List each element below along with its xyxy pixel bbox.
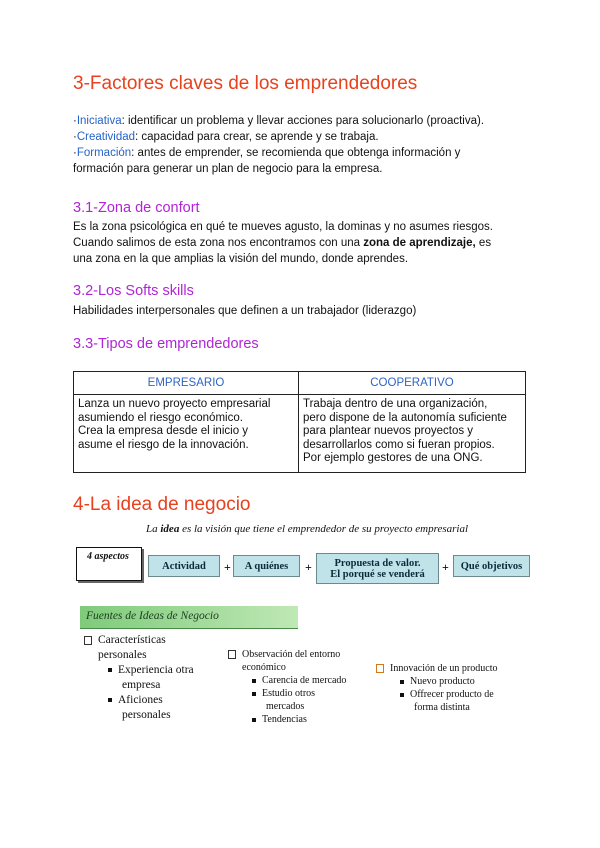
key-factors-list: [73, 113, 484, 177]
list-item: Carencia de mercado: [228, 674, 346, 687]
subsection-3-2-title: 3.2-Los Softs skills: [73, 283, 194, 299]
list-item: Tendencias: [228, 713, 346, 726]
box-que-objetivos: Qué objetivos: [453, 555, 530, 577]
subsection-3-1-title: 3.1-Zona de confort: [73, 200, 200, 216]
plus-sign: +: [442, 560, 449, 574]
idea-caption: La idea es la visión que tiene el emprendedor de su proyecto empresarial: [146, 523, 469, 535]
table-header-empresario: EMPRESARIO: [74, 372, 299, 395]
list-item-iniciativa: ·Iniciativa: identificar un problema y llevar acciones para solucionarlo (proactiva).: [73, 115, 485, 127]
keyword-iniciativa: Iniciativa: [76, 115, 122, 127]
checkbox-square-icon: [84, 636, 92, 645]
sources-banner: Fuentes de Ideas de Negocio: [80, 606, 298, 629]
bullet-icon: [252, 692, 256, 696]
bullet-icon: [108, 668, 112, 672]
zona-aprendizaje-bold: zona de aprendizaje,: [363, 237, 476, 249]
keyword-formacion: Formación: [76, 147, 132, 159]
section-3-title: 3-Factores claves de los emprendedores: [73, 73, 418, 94]
zona-confort-text: Es la zona psicológica en qué te mueves agusto, la dominas y no asumes riesgos. Cuando salimos de esta zona nos encontramos con una zona de aprendizaje, es una zona en la que amplias la visión del mundo, donde aprendes.: [73, 221, 493, 265]
list-item: Estudio otros: [228, 687, 346, 700]
section-4-title: 4-La idea de negocio: [73, 494, 251, 515]
checkbox-square-icon: [228, 650, 236, 659]
source-col-personal: Características personales Experiencia otra empresa Aficiones personales: [84, 633, 194, 723]
bullet-icon: [108, 698, 112, 702]
plus-sign: +: [224, 560, 231, 574]
keyword-creatividad: Creatividad: [76, 131, 136, 143]
entrepreneur-types-table: [73, 371, 526, 473]
box-actividad: Actividad: [148, 555, 220, 577]
bullet-icon: [400, 693, 404, 697]
list-item: Nuevo producto: [376, 675, 497, 688]
bullet-icon: [400, 680, 404, 684]
table-cell-empresario: Lanza un nuevo proyecto empresarial asumiendo el riesgo económico. Crea la empresa desde el inicio y asume el riesgo de la innovación.: [74, 395, 299, 473]
list-item-formacion-cont: formación para generar un plan de negocio para la empresa.: [73, 163, 383, 175]
box-a-quienes: A quiénes: [233, 555, 300, 577]
table-header-cooperativo: COOPERATIVO: [299, 372, 526, 395]
aspects-label-box: 4 aspectos: [76, 547, 142, 581]
list-item-formacion: ·Formación: antes de emprender, se recomienda que obtenga información y: [73, 147, 461, 159]
checkbox-square-icon: [376, 664, 384, 673]
bullet-icon: [252, 679, 256, 683]
bullet-icon: [252, 718, 256, 722]
table-cell-cooperativo: Trabaja dentro de una organización, pero dispone de la autonomía suficiente para plantear nuevos proyectos y desarrollarlos como si fueran propios. Por ejemplo gestores de una ONG.: [299, 395, 526, 473]
source-col-innovacion: Innovación de un producto Nuevo producto Offrecer producto de forma distinta: [376, 662, 497, 714]
subsection-3-3-title: 3.3-Tipos de emprendedores: [73, 336, 259, 352]
source-col-entorno: Observación del entorno económico Carencia de mercado Estudio otros mercados Tendencias: [228, 648, 346, 726]
list-item-creatividad: ·Creatividad: capacidad para crear, se aprende y se trabaja.: [73, 131, 379, 143]
box-propuesta-valor: Propuesta de valor. El porqué se venderá: [316, 553, 439, 584]
list-item: Offrecer producto de: [376, 688, 497, 701]
list-item: Aficiones: [84, 693, 194, 708]
soft-skills-text: Habilidades interpersonales que definen a un trabajador (liderazgo): [73, 305, 417, 317]
list-item: Experiencia otra: [84, 663, 194, 678]
plus-sign: +: [305, 560, 312, 574]
